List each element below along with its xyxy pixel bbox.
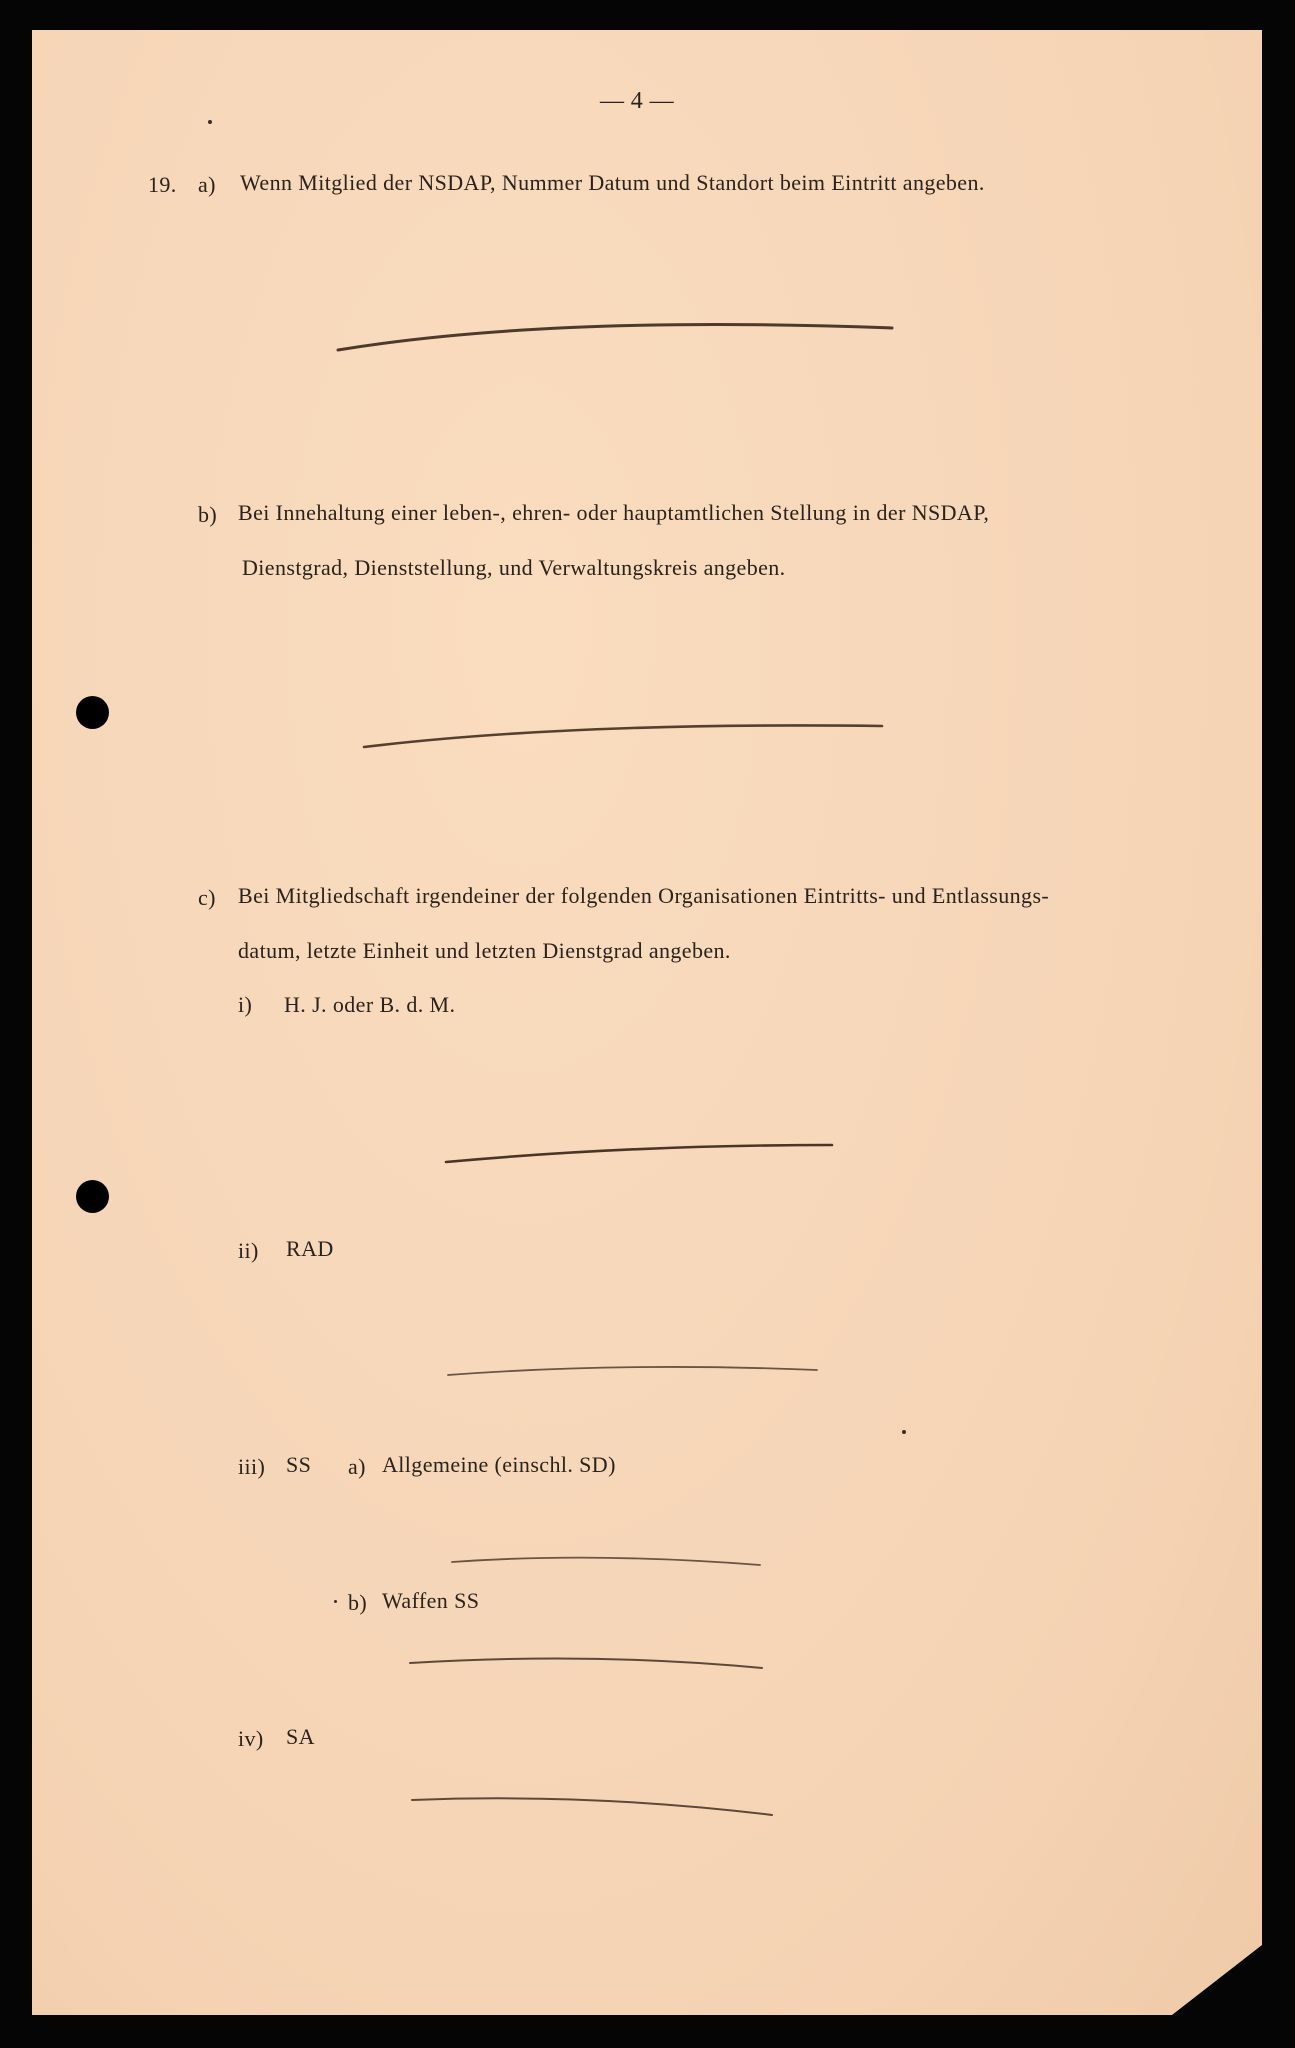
answer-lines: [32, 30, 1262, 2015]
item-iii-label: iii): [238, 1454, 266, 1479]
question-a-text: Wenn Mitglied der NSDAP, Nummer Datum und Standort beim Eintritt angeben.: [240, 170, 985, 195]
item-iii-b-text: Waffen SS: [382, 1588, 480, 1613]
document-page: [32, 30, 1262, 2015]
punch-hole-upper: [76, 696, 109, 729]
answer-line-iv: [412, 1798, 772, 1815]
page-number: — 4 —: [600, 88, 674, 114]
item-ii-text: RAD: [286, 1236, 334, 1261]
question-c-label: c): [198, 885, 216, 910]
paper-speck: [208, 120, 212, 124]
question-c-line1: Bei Mitgliedschaft irgendeiner der folgenden Organisationen Eintritts- und Entlassungs-: [238, 883, 1050, 908]
item-i-label: i): [238, 992, 253, 1017]
question-b-line2: Dienstgrad, Dienststellung, und Verwaltungskreis angeben.: [242, 555, 786, 580]
item-ii-label: ii): [238, 1238, 259, 1263]
answer-line-b: [364, 725, 882, 747]
question-a-label: a): [198, 172, 216, 197]
answer-line-i: [446, 1145, 832, 1162]
paper-speck: [902, 1430, 906, 1434]
item-iii-b-label: b): [348, 1590, 368, 1615]
item-iii-a-label: a): [348, 1454, 366, 1479]
item-iii-a-text: Allgemeine (einschl. SD): [382, 1452, 616, 1477]
item-iv-label: iv): [238, 1726, 264, 1751]
question-number: 19.: [148, 172, 177, 197]
item-iii-text: SS: [286, 1452, 312, 1477]
paper-speck: [334, 1600, 337, 1603]
question-b-line1: Bei Innehaltung einer leben-, ehren- oder hauptamtlichen Stellung in der NSDAP,: [238, 500, 990, 525]
item-i-text: H. J. oder B. d. M.: [284, 992, 456, 1017]
answer-line-iii-a: [452, 1558, 760, 1565]
answer-line-ii: [448, 1367, 817, 1375]
question-c-line2: datum, letzte Einheit und letzten Dienstgrad angeben.: [238, 938, 731, 963]
answer-line-a: [338, 324, 892, 350]
torn-corner: [1172, 1945, 1262, 2015]
question-b-label: b): [198, 502, 218, 527]
answer-line-iii-b: [410, 1659, 762, 1668]
item-iv-text: SA: [286, 1724, 315, 1749]
punch-hole-lower: [76, 1180, 109, 1213]
